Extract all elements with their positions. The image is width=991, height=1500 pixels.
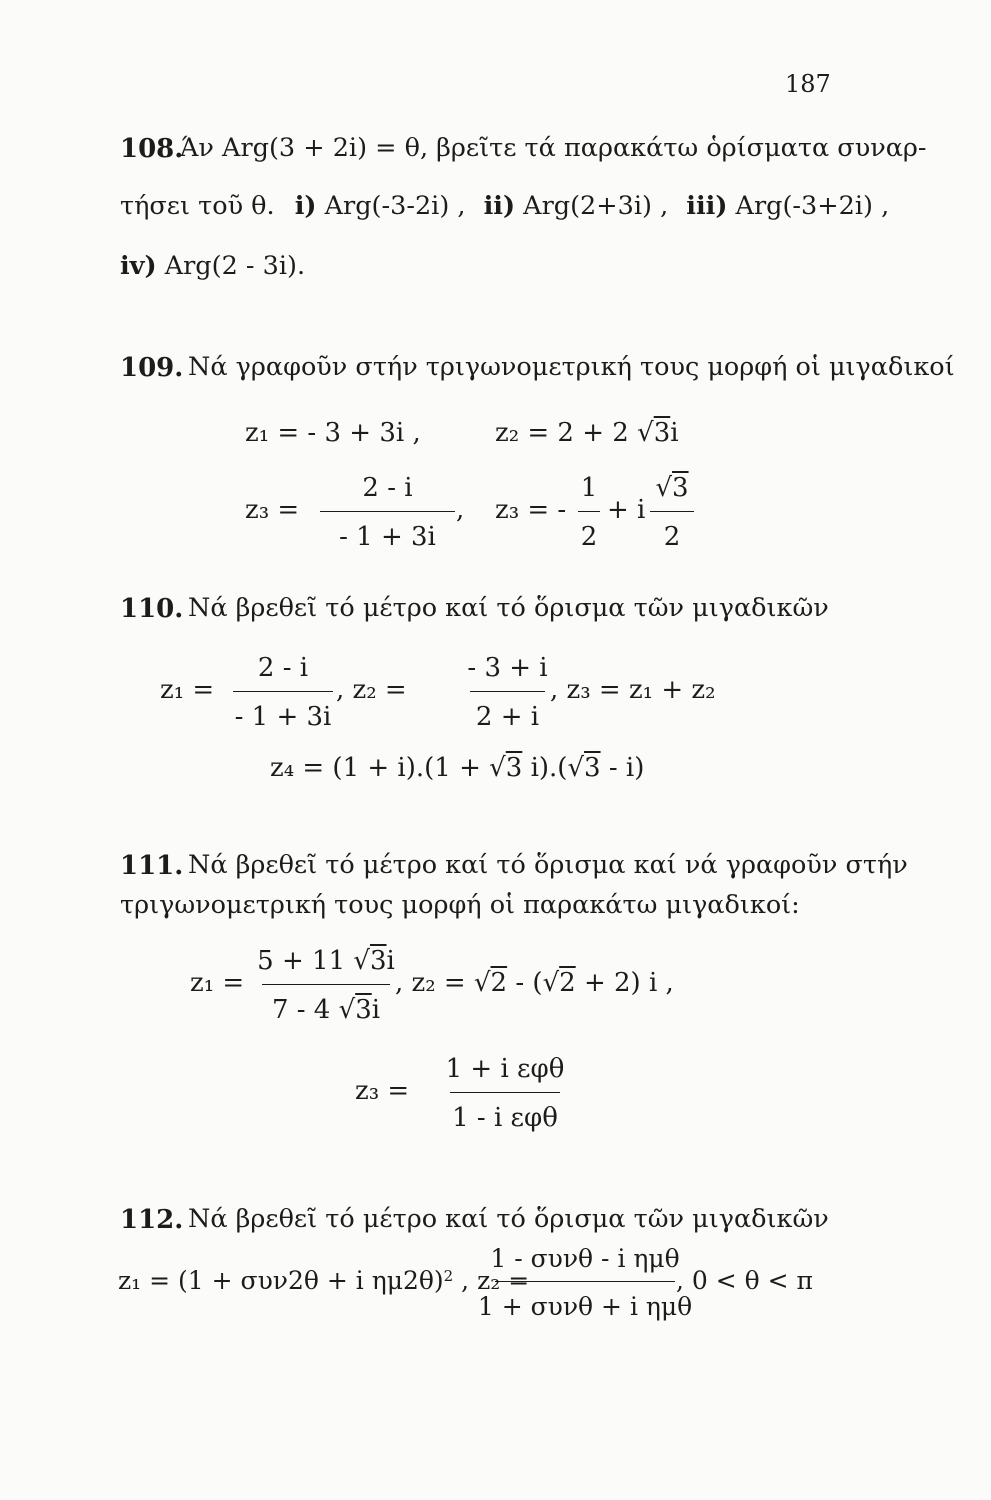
ex109-plus-i: + i (607, 495, 646, 525)
item-iii-label: iii) (686, 191, 728, 221)
ex109-z2-lhs: z₂ = 2 + 2 (495, 418, 629, 448)
ex109-z3b-denominator2: 2 (663, 522, 681, 552)
ex110-z2-numerator: - 3 + i (467, 653, 548, 683)
ex109-z3a-numerator: 2 - i (362, 473, 413, 503)
ex109-z3b-fraction1 (578, 475, 600, 550)
exercise-109-number: 109. (120, 353, 184, 383)
ex111-z3-fraction (445, 1054, 565, 1133)
item-ii-expression: Arg(2+3i) , (523, 191, 669, 221)
ex110-z2-denominator: 2 + i (475, 702, 540, 732)
ex110-z2-fraction (467, 653, 548, 732)
exercise-110-number: 110. (120, 594, 184, 624)
exercise-108-line1: Άν Arg(3 + 2i) = θ, βρεῖτε τά παρακάτω ὁρίσματα συναρ- (180, 133, 927, 163)
exercise-108-line2 (120, 191, 890, 221)
ex110-z1-lhs: z₁ = (160, 675, 215, 705)
sqrt-symbol: √ (489, 753, 506, 783)
ex112-z2-denominator: 1 + συνθ + i ημθ (477, 1292, 693, 1321)
ex111-z2-part2: - ( (515, 968, 543, 998)
ex111-z1-den-radicand: 3 (355, 995, 372, 1025)
exercise-109-text: Νά γραφοῦν στήν τριγωνομετρική τους μορφή οἱ μιγαδικοί (188, 352, 955, 382)
ex111-z2-part3: + 2) i , (583, 968, 674, 998)
ex109-z2-radicand: 3 (653, 418, 671, 448)
ex110-z4-part3: - i) (608, 753, 645, 783)
exercise-108-line3 (120, 251, 306, 281)
ex110-z3: , z₃ = z₁ + z₂ (550, 675, 716, 705)
sqrt-symbol: √ (473, 968, 491, 998)
exercise-112-number: 112. (120, 1205, 184, 1235)
sqrt-symbol: √ (637, 418, 654, 448)
ex111-z1-num-part1: 5 + 11 (257, 946, 346, 976)
item-iv-label: iv) (120, 251, 157, 281)
ex110-z4 (270, 755, 644, 781)
ex111-z1-num-radicand: 3 (369, 946, 387, 976)
ex109-z3b-numerator1: 1 (580, 473, 598, 503)
ex111-z1-den-part2: i (371, 995, 381, 1025)
ex110-z4-radicand2: 3 (584, 753, 601, 783)
ex111-z2-radicand2: 2 (559, 968, 576, 998)
ex110-z4-part2: i).( (530, 753, 568, 783)
ex111-z3-denominator: 1 - i εφθ (452, 1103, 558, 1133)
ex109-z3b-fraction2 (650, 475, 694, 550)
sqrt-symbol: √ (353, 946, 370, 976)
ex112-z1-expression: z₁ = (1 + συν2θ + i ημ2θ) (118, 1266, 444, 1295)
ex111-z2-lhs: , z₂ = (395, 968, 466, 998)
ex112-condition: , 0 < θ < π (676, 1266, 813, 1295)
ex112-z2-numerator: 1 - συνθ - i ημθ (490, 1244, 680, 1273)
ex111-z2-radicand1: 2 (490, 968, 508, 998)
exercise-110-text: Νά βρεθεῖ τό μέτρο καί τό ὅρισμα τῶν μιγαδικῶν (188, 593, 829, 623)
ex110-z4-radicand1: 3 (505, 753, 523, 783)
ex109-z2 (495, 420, 679, 446)
fraction-bar (320, 511, 455, 512)
ex111-z1-lhs: z₁ = (190, 968, 245, 998)
ex109-z2-tail: i (670, 418, 679, 448)
ex112-z1 (118, 1268, 529, 1293)
ex109-z3a-denominator: - 1 + 3i (339, 522, 436, 552)
fraction-bar (495, 1281, 675, 1282)
ex109-z1: z₁ = - 3 + 3i , (245, 418, 421, 448)
fraction-bar (470, 691, 545, 692)
ex111-z1-num-part2: i (386, 946, 395, 976)
ex111-z1-den-part1: 7 - 4 (271, 995, 331, 1025)
fraction-bar (578, 511, 600, 512)
ex112-z2-fraction (477, 1244, 693, 1321)
page-number: 187 (785, 70, 831, 98)
fraction-bar (233, 691, 333, 692)
ex109-comma: , (456, 495, 465, 525)
ex112-z2-lhs: , z₂ = (461, 1266, 530, 1295)
ex111-z3-lhs: z₃ = (355, 1076, 410, 1106)
ex110-z1-fraction (233, 655, 333, 730)
ex111-z2 (395, 970, 674, 996)
exercise-112-text: Νά βρεθεῖ τό μέτρο καί τό ὅρισμα τῶν μιγαδικῶν (188, 1204, 829, 1234)
ex111-z1-denominator (272, 997, 380, 1023)
ex110-z4-part1: z₄ = (1 + i).(1 + (270, 753, 481, 783)
exercise-108-number: 108. (120, 134, 184, 164)
ex112-z1-exponent: 2 (443, 1266, 454, 1285)
exercise-108-line2-intro: τήσει τοῦ θ. (120, 191, 275, 221)
fraction-bar (650, 511, 694, 512)
item-i-label: i) (294, 191, 317, 221)
ex110-z2-lhs: , z₂ = (336, 675, 407, 705)
item-iii-expression: Arg(-3+2i) , (735, 191, 890, 221)
exercise-111-line2: τριγωνομετρική τους μορφή οἱ παρακάτω μιγαδικοί: (120, 890, 800, 920)
sqrt-symbol: √ (338, 995, 356, 1025)
exercise-111-number: 111. (120, 851, 184, 881)
item-iv-expression: Arg(2 - 3i). (164, 251, 306, 281)
sqrt-symbol: √ (655, 473, 673, 503)
ex109-z3a-fraction (320, 475, 455, 550)
fraction-bar (450, 1092, 560, 1093)
item-ii-label: ii) (483, 191, 516, 221)
ex111-z1-numerator (257, 948, 395, 974)
ex110-z1-denominator: - 1 + 3i (234, 702, 332, 732)
fraction-bar (262, 984, 390, 985)
sqrt-symbol: √ (542, 968, 560, 998)
ex109-z3b-numerator2: 3 (672, 473, 689, 503)
ex109-z3b-denominator1: 2 (580, 522, 598, 552)
ex111-z3-numerator: 1 + i εφθ (445, 1054, 565, 1084)
ex109-z3a-lhs: z₃ = (245, 495, 300, 525)
ex110-z1-numerator: 2 - i (257, 653, 309, 683)
ex111-z1-fraction (257, 946, 395, 1025)
sqrt-symbol: √ (567, 753, 585, 783)
ex109-z3b-lhs: z₃ = - (495, 495, 567, 525)
exercise-111-line1: Νά βρεθεῖ τό μέτρο καί τό ὅρισμα καί νά γραφοῦν στήν (188, 850, 908, 880)
item-i-expression: Arg(-3-2i) , (324, 191, 466, 221)
